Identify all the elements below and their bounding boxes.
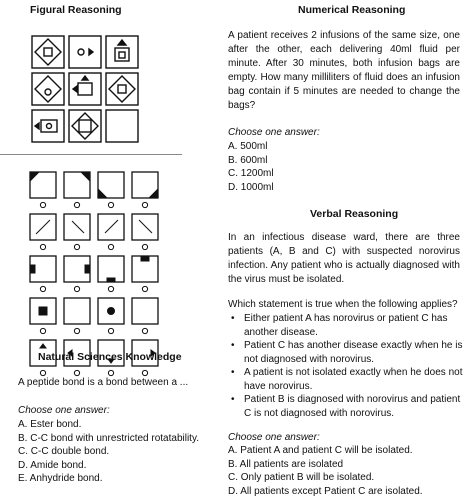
option-radio[interactable] xyxy=(40,286,45,291)
option-radio[interactable] xyxy=(40,202,45,207)
natural-options xyxy=(18,418,199,486)
option-radio[interactable] xyxy=(74,328,79,333)
option-radio[interactable] xyxy=(108,286,113,291)
matrix-cell-5 xyxy=(69,73,101,105)
verbal-question: Which statement is true when the following applies? xyxy=(228,299,458,310)
matrix-cell-2 xyxy=(69,36,101,68)
option-row-3 xyxy=(30,256,158,282)
verbal-option[interactable]: D. All patients except Patient C are isolated. xyxy=(228,485,423,497)
option-radio[interactable] xyxy=(142,202,147,207)
numerical-options xyxy=(228,140,274,194)
natural-question: A peptide bond is a bond between a ... xyxy=(18,377,189,388)
verbal-intro: In an infectious disease ward, there are three patients (A, B and C) with suspected norovirus infection. Any patient who is actually diagnosed with the virus must be isolated. xyxy=(228,232,460,285)
option-radio[interactable] xyxy=(40,328,45,333)
section-divider xyxy=(0,154,182,155)
option-radio[interactable] xyxy=(108,328,113,333)
figural-reasoning-title: Figural Reasoning xyxy=(30,4,122,16)
option-radio[interactable] xyxy=(40,370,45,375)
option-radio[interactable] xyxy=(108,202,113,207)
verbal-options xyxy=(228,444,423,498)
numerical-option[interactable]: B. 600ml xyxy=(228,154,268,166)
numerical-reasoning-title: Numerical Reasoning xyxy=(298,4,406,16)
natural-option[interactable]: B. C-C bond with unrestricted rotatability. xyxy=(18,432,200,444)
option-radio[interactable] xyxy=(142,286,147,291)
verbal-condition: • Patient C has another disease exactly when he is not diagnosed with norovirus. xyxy=(228,339,464,366)
option-radio[interactable] xyxy=(74,244,79,249)
option-radio[interactable] xyxy=(40,244,45,249)
numerical-question: A patient receives 2 infusions of the same size, one after the other, each delivering 40ml fluid per minute. After 30 minutes, both infusion bags are empty. How many milliliters of fluid does an infusion bag contain if 5 minutes are needed to change the bags? xyxy=(228,30,460,111)
verbal-condition: • Either patient A has norovirus or patient C has another disease. xyxy=(228,312,464,339)
matrix-cell-4 xyxy=(32,73,64,105)
verbal-conditions xyxy=(228,312,464,420)
natural-option[interactable]: E. Anhydride bond. xyxy=(18,473,103,484)
matrix-cell-6 xyxy=(106,73,138,105)
matrix-cell-7 xyxy=(32,110,64,142)
verbal-option[interactable]: C. Only patient B will be isolated. xyxy=(228,472,375,483)
matrix-cell-8 xyxy=(69,110,101,142)
numerical-option[interactable]: A. 500ml xyxy=(228,141,268,152)
natural-choose-prompt: Choose one answer: xyxy=(18,405,110,416)
option-radio[interactable] xyxy=(108,244,113,249)
option-radio[interactable] xyxy=(74,286,79,291)
numerical-option[interactable]: D. 1000ml xyxy=(228,181,274,193)
option-radio[interactable] xyxy=(74,202,79,207)
verbal-choose-prompt: Choose one answer: xyxy=(228,432,320,443)
figural-matrix xyxy=(30,34,140,144)
option-row-2 xyxy=(30,214,158,240)
matrix-cell-3 xyxy=(106,36,138,68)
natural-option[interactable]: C. C-C double bond. xyxy=(18,446,110,457)
natural-option[interactable]: D. Amide bond. xyxy=(18,459,87,471)
natural-option[interactable]: A. Ester bond. xyxy=(18,419,82,430)
verbal-option[interactable]: A. Patient A and patient C will be isolated. xyxy=(228,445,413,456)
option-radio[interactable] xyxy=(74,370,79,375)
verbal-condition: • Patient B is diagnosed with norovirus and patient C is not diagnosed with norovirus. xyxy=(228,393,464,420)
option-row-1 xyxy=(30,172,158,198)
option-radio[interactable] xyxy=(142,370,147,375)
natural-sciences-title: Natural Sciences Knowledge xyxy=(38,351,182,363)
option-radio[interactable] xyxy=(142,244,147,249)
option-radio[interactable] xyxy=(108,370,113,375)
verbal-option[interactable]: B. All patients are isolated xyxy=(228,458,344,470)
option-row-4 xyxy=(30,298,158,324)
numerical-choose-prompt: Choose one answer: xyxy=(228,127,320,138)
matrix-cell-9-empty xyxy=(106,110,138,142)
verbal-reasoning-title: Verbal Reasoning xyxy=(310,208,399,220)
option-radio[interactable] xyxy=(142,328,147,333)
verbal-condition: • A patient is not isolated exactly when he does not have norovirus. xyxy=(228,366,464,393)
matrix-cell-1 xyxy=(32,36,64,68)
numerical-option[interactable]: C. 1200ml xyxy=(228,168,274,179)
